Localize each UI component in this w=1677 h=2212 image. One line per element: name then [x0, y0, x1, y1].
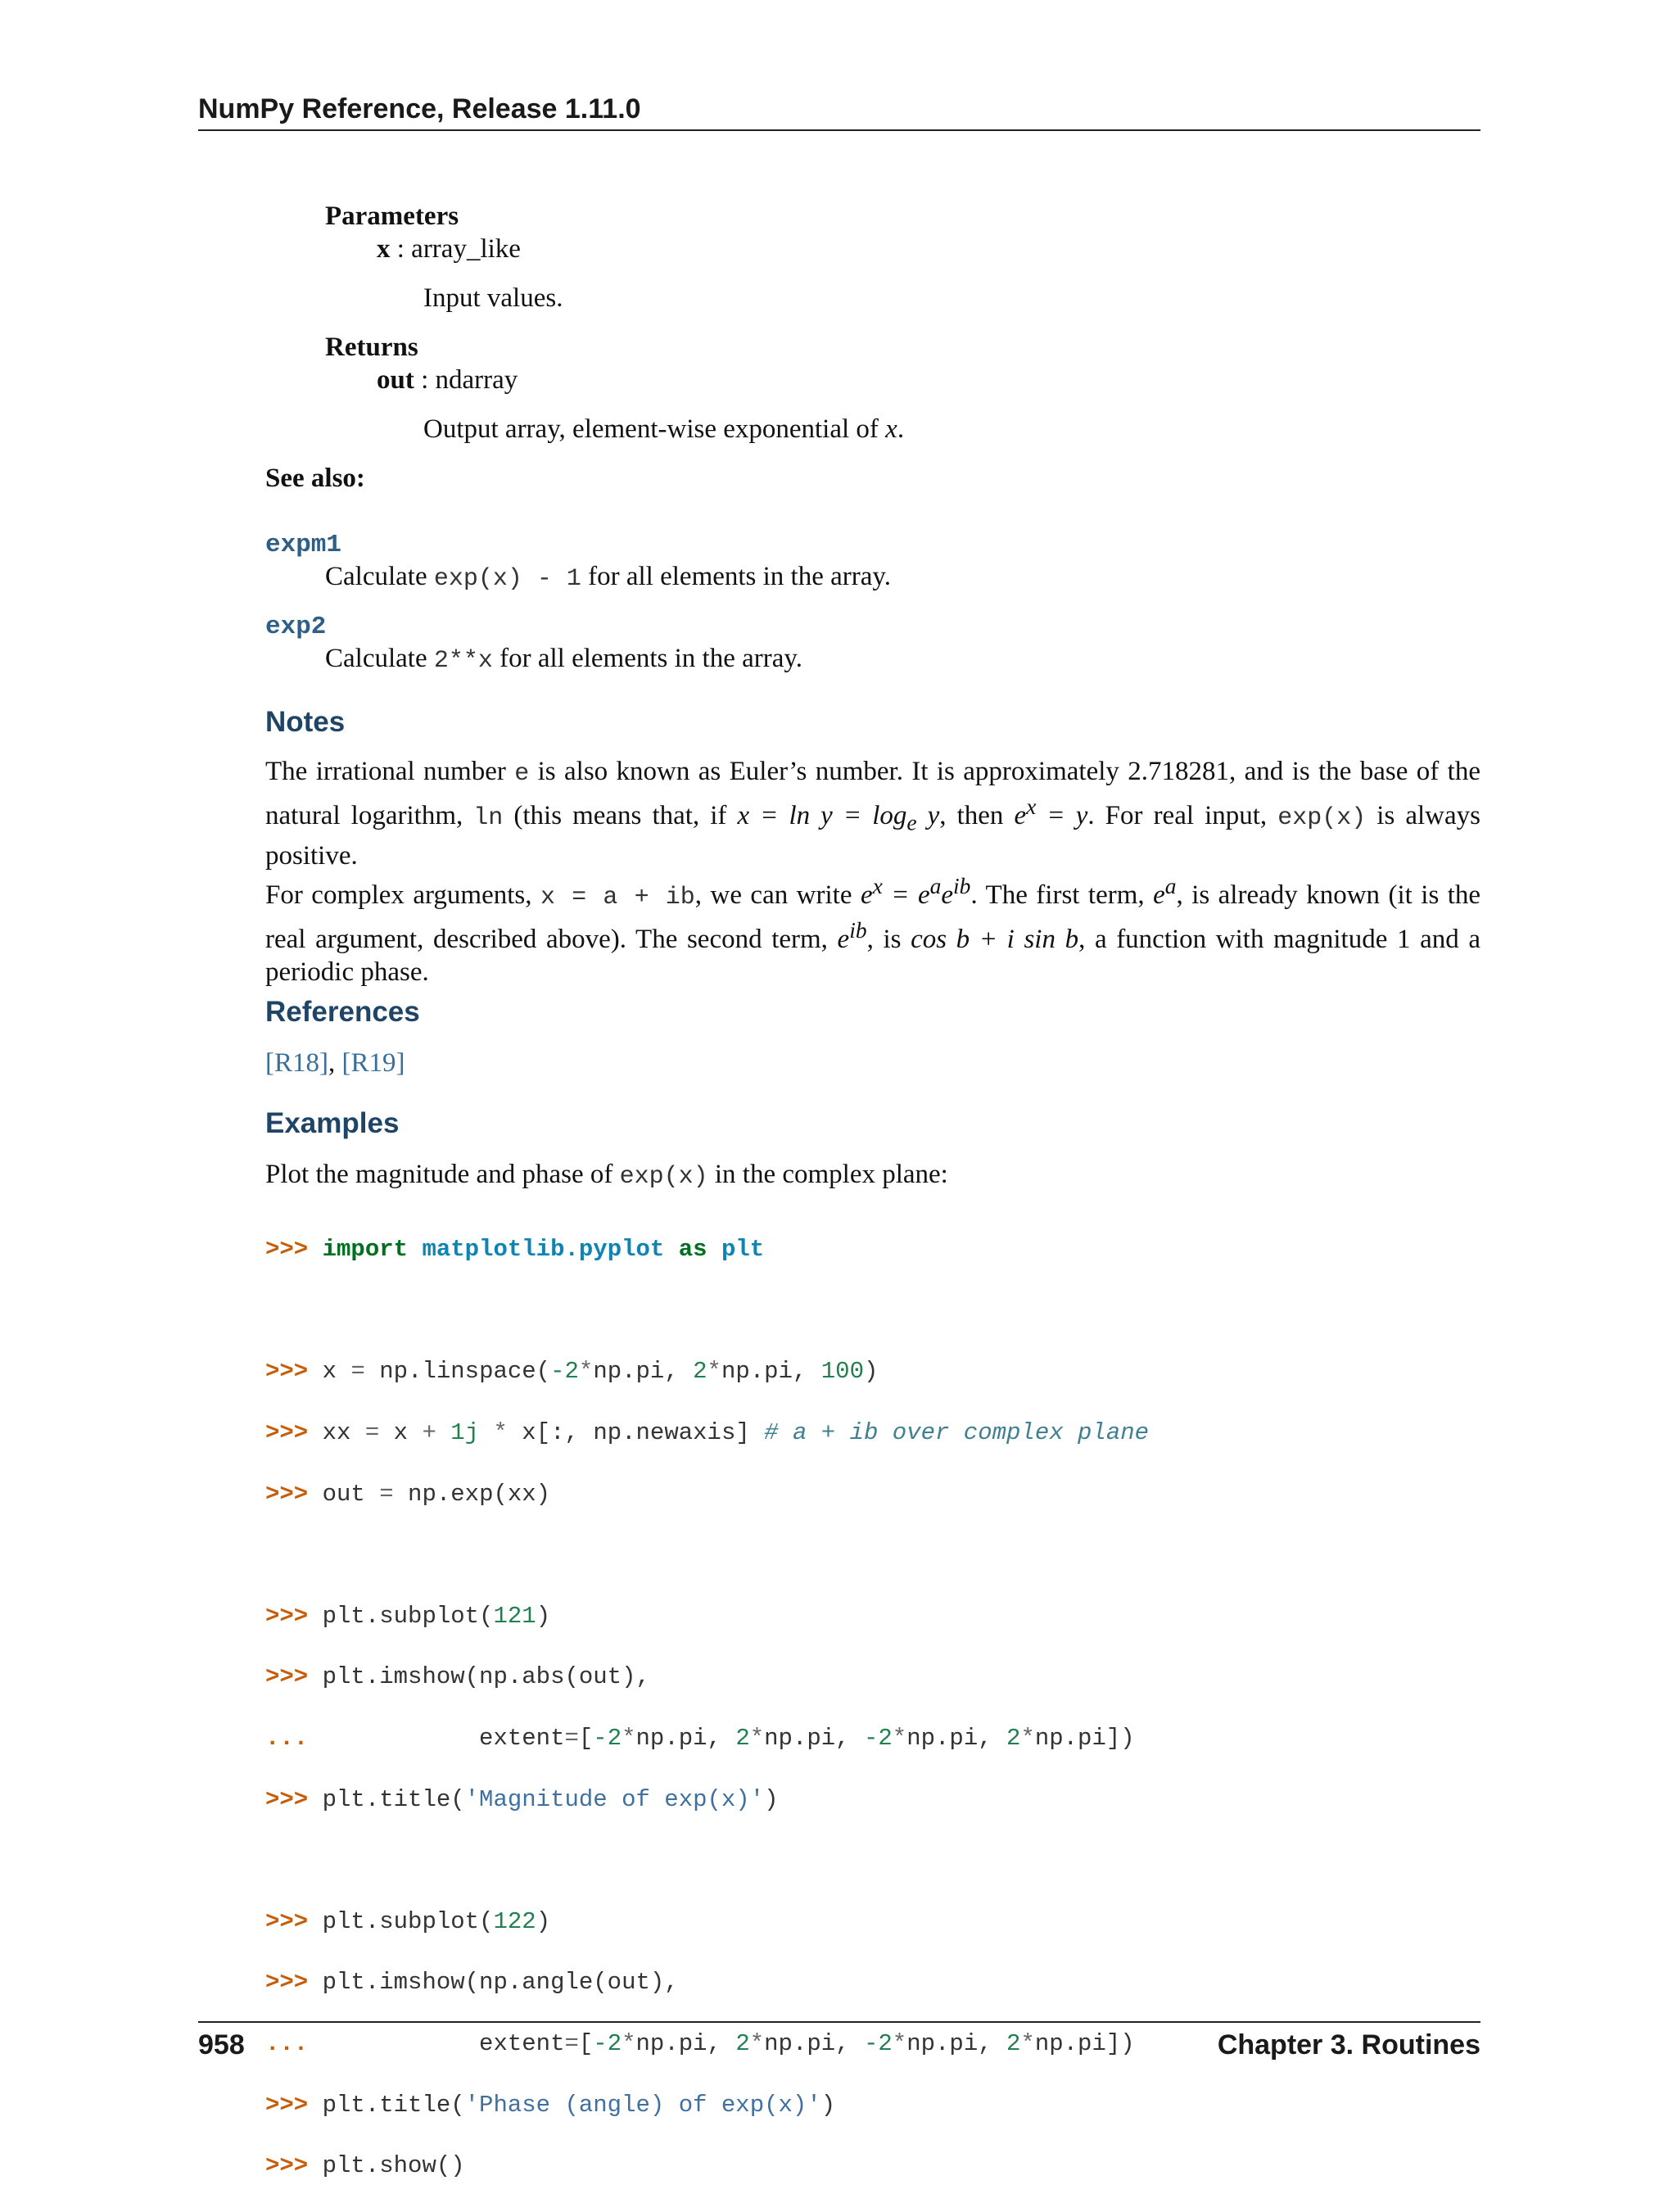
tok: out: [322, 1480, 380, 1508]
header-rule: [198, 129, 1480, 131]
param-name: x: [377, 234, 391, 264]
see-also-link-exp2[interactable]: exp2: [265, 613, 327, 641]
tok: ): [820, 2091, 836, 2119]
math: y: [916, 801, 940, 830]
tok: x: [379, 1419, 423, 1447]
tok: [: [578, 1725, 594, 1753]
code-line: [265, 2090, 1480, 2120]
tok: np.pi,: [764, 1725, 864, 1753]
tok: xx: [322, 1419, 365, 1447]
math: e: [860, 880, 873, 910]
tok: 2: [693, 1358, 707, 1386]
math: = e: [882, 880, 930, 910]
math-sup: ib: [849, 917, 867, 943]
tok: 'Magnitude of exp(x)': [464, 1785, 765, 1813]
tok: # a + ib over complex plane: [764, 1419, 1150, 1447]
prompt: >>>: [265, 2152, 309, 2180]
tok: =: [364, 1419, 380, 1447]
prompt: >>>: [265, 1663, 309, 1691]
tok: 122: [493, 1907, 536, 1935]
text: , we can write: [694, 880, 861, 910]
tok: *: [749, 2030, 765, 2058]
code-e: e: [514, 760, 530, 788]
code-line: [265, 2151, 1480, 2181]
prompt: >>>: [265, 1236, 309, 1264]
code-blank: [265, 1845, 1480, 1875]
tok: np.pi,: [593, 1358, 694, 1386]
tok: ): [536, 1907, 551, 1935]
tok: *: [622, 2030, 636, 2058]
tok: np.pi,: [764, 2030, 864, 2058]
prompt: >>>: [265, 1358, 309, 1386]
text: (this means that, if: [503, 801, 738, 830]
tok: np.pi]): [1034, 1725, 1135, 1753]
tok: 2: [735, 1725, 750, 1753]
see-also-desc-pre: Calculate: [325, 562, 434, 591]
prompt: >>>: [265, 2091, 309, 2119]
see-also-label: See also:: [265, 464, 365, 493]
tok: *: [892, 1725, 907, 1753]
math-sup: a: [1164, 873, 1177, 898]
tok: np.pi]): [1034, 2030, 1135, 2058]
notes-paragraph-1: [265, 755, 1480, 872]
prompt: >>>: [265, 1969, 309, 1997]
math-log: [737, 801, 940, 835]
tok: *: [892, 2030, 907, 2058]
text: . The first term,: [970, 880, 1154, 910]
tok: -2: [593, 1725, 622, 1753]
math: e: [1014, 801, 1027, 830]
tok: -2: [863, 1725, 893, 1753]
prompt: ...: [265, 1725, 309, 1753]
prompt: >>>: [265, 1480, 309, 1508]
see-also-desc-pre: Calculate: [325, 644, 434, 673]
code-line: [265, 1785, 1480, 1815]
tok: x[:, np.newaxis]: [507, 1419, 765, 1447]
see-also-desc-exp2: [325, 642, 802, 677]
reference-link-r19[interactable]: [R19]: [341, 1048, 405, 1078]
tok: x: [322, 1358, 351, 1386]
see-also-link-expm1[interactable]: expm1: [265, 531, 342, 559]
code-blank: [265, 1540, 1480, 1570]
text: is always positive.: [265, 801, 1480, 871]
tok: np.exp(xx): [393, 1480, 551, 1508]
return-sep: :: [414, 365, 436, 395]
math-exp: [1014, 794, 1088, 830]
tok: [: [578, 2030, 594, 2058]
math: e: [837, 925, 850, 954]
math-sub: e: [906, 809, 917, 835]
code-blank: [265, 1296, 1480, 1326]
math-eib: [837, 917, 867, 954]
math-euler: [860, 873, 971, 910]
text: For complex arguments,: [265, 880, 540, 910]
math-sup: a: [929, 873, 942, 898]
tok: ): [536, 1602, 551, 1630]
module: matplotlib.pyplot: [422, 1236, 665, 1264]
tok: =: [350, 1358, 365, 1386]
tok: plt.subplot(: [322, 1602, 494, 1630]
tok: *: [493, 1419, 508, 1447]
math-sup: x: [872, 873, 883, 898]
text: Plot the magnitude and phase of: [265, 1160, 620, 1189]
notes-heading: Notes: [265, 706, 346, 738]
return-desc: [423, 413, 904, 446]
references-heading: References: [265, 996, 420, 1028]
examples-intro: [265, 1158, 948, 1193]
return-name: out: [377, 365, 414, 395]
tok: *: [707, 1358, 721, 1386]
code-complex: x = a + ib: [540, 884, 695, 911]
tok: plt.title(: [322, 1785, 465, 1813]
keyword: as: [678, 1236, 707, 1264]
code-line: [265, 1479, 1480, 1509]
return-desc-var: x: [885, 414, 897, 444]
keyword: import: [322, 1236, 409, 1264]
tok: np.pi,: [906, 2030, 1007, 2058]
tok: *: [1020, 1725, 1035, 1753]
prompt: >>>: [265, 1602, 309, 1630]
math-ea: [1153, 873, 1177, 910]
tok: 2: [1006, 1725, 1021, 1753]
code-ln: ln: [473, 804, 504, 832]
math-sup: ib: [953, 873, 971, 898]
code-line: [265, 1662, 1480, 1692]
tok: np.pi,: [906, 1725, 1007, 1753]
module: plt: [721, 1236, 765, 1264]
code-expx: exp(x): [1277, 804, 1367, 832]
tok: +: [422, 1419, 436, 1447]
tok: np.pi,: [635, 2030, 736, 2058]
tok: [436, 1419, 450, 1446]
return-out: [377, 364, 518, 396]
tok: *: [578, 1358, 594, 1386]
param-x: [377, 233, 521, 265]
tok: 100: [820, 1358, 864, 1386]
code-line: [265, 1418, 1480, 1448]
param-sep: :: [390, 234, 412, 264]
reference-link-r18[interactable]: [R18]: [265, 1048, 328, 1078]
param-type: array_like: [411, 234, 521, 264]
return-type: ndarray: [435, 365, 518, 395]
tok: plt.imshow(np.abs(out),: [322, 1663, 650, 1691]
tok: extent: [322, 1725, 565, 1753]
prompt: ...: [265, 2030, 309, 2058]
tok: [479, 1419, 493, 1446]
param-desc: Input values.: [423, 283, 563, 313]
text: . For real input,: [1087, 801, 1278, 830]
tok: =: [379, 1480, 394, 1508]
tok: np.pi,: [721, 1358, 821, 1386]
tok: ): [864, 1358, 879, 1386]
code-line: [265, 1234, 1480, 1264]
math-sup: x: [1026, 794, 1037, 819]
text: in the complex plane:: [707, 1160, 948, 1189]
reference-sep: ,: [328, 1048, 342, 1078]
text: , then: [939, 801, 1015, 830]
chapter-title: Chapter 3. Routines: [1217, 2029, 1480, 2060]
see-also-desc-expm1: [325, 560, 891, 595]
see-also-desc-post: for all elements in the array.: [581, 562, 892, 591]
math: e: [941, 880, 954, 910]
tok: ): [764, 1785, 779, 1813]
text: , is already known (it is the real argument, described above). The second term,: [265, 880, 1481, 954]
page-header-title: NumPy Reference, Release 1.11.0: [198, 93, 641, 124]
tok: =: [564, 2030, 579, 2058]
code-line: [265, 1723, 1480, 1753]
tok: 2: [1006, 2030, 1021, 2058]
see-also-desc-post: for all elements in the array.: [492, 644, 802, 673]
code-line: [265, 1967, 1480, 1997]
tok: 1j: [450, 1419, 480, 1447]
parameters-label: Parameters: [325, 201, 459, 231]
tok: 2: [735, 2030, 750, 2058]
tok: -2: [863, 2030, 893, 2058]
code-line: [265, 1356, 1480, 1386]
page-number: 958: [198, 2029, 245, 2060]
return-desc-end: .: [897, 414, 905, 444]
footer-rule: [198, 2021, 1480, 2023]
tok: extent: [322, 2030, 565, 2058]
tok: *: [749, 1725, 765, 1753]
tok: np.pi,: [635, 1725, 736, 1753]
see-also-code: exp(x) - 1: [433, 565, 581, 593]
tok: plt.subplot(: [322, 1907, 494, 1935]
text: is also known as Euler’s number. It is approximately 2.718281, and is the base of the natural logarithm,: [265, 757, 1480, 830]
tok: *: [622, 1725, 636, 1753]
tok: =: [564, 1725, 579, 1753]
tok: -2: [550, 1358, 579, 1386]
references-list: [265, 1047, 405, 1079]
math: = y: [1036, 801, 1088, 830]
notes-paragraph-2: [265, 870, 1480, 988]
tok: np.linspace(: [364, 1358, 551, 1386]
tok: *: [1020, 2030, 1035, 2058]
tok: 121: [493, 1602, 536, 1630]
tok: plt.show(): [322, 2152, 465, 2180]
code-line: [265, 1601, 1480, 1631]
math: e: [1153, 880, 1165, 910]
text: The irrational number: [265, 757, 515, 786]
see-also-code: 2**x: [433, 647, 493, 675]
return-desc-text: Output array, element-wise exponential of: [423, 414, 886, 444]
code-line: [265, 1907, 1480, 1937]
code-expx: exp(x): [619, 1163, 708, 1191]
prompt: >>>: [265, 1419, 309, 1447]
text: , is: [866, 925, 911, 954]
math: x = ln y = log: [737, 801, 907, 830]
text: , a function with magnitude 1 and a periodic phase.: [265, 925, 1480, 987]
prompt: >>>: [265, 1907, 309, 1935]
returns-label: Returns: [325, 332, 418, 362]
tok: 'Phase (angle) of exp(x)': [464, 2091, 821, 2119]
math-cos-sin: cos b + i sin b: [911, 925, 1079, 954]
examples-heading: Examples: [265, 1107, 400, 1139]
tok: plt.title(: [322, 2091, 465, 2119]
tok: -2: [593, 2030, 622, 2058]
prompt: >>>: [265, 1785, 309, 1813]
tok: plt.imshow(np.angle(out),: [322, 1969, 679, 1997]
